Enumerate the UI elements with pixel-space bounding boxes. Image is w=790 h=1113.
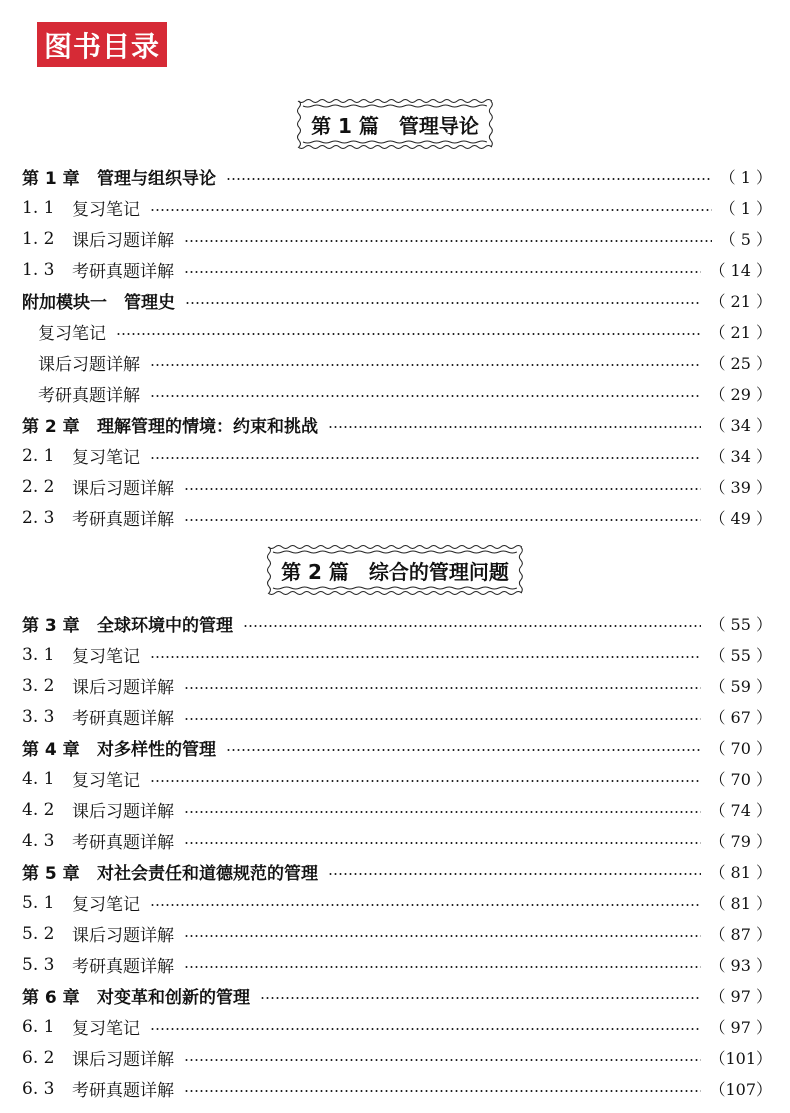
dot-leader [184, 519, 701, 521]
toc-title: 考研真题详解 [38, 386, 140, 406]
toc-title: 考研真题详解 [72, 1081, 174, 1101]
toc-title: 考研真题详解 [72, 957, 174, 977]
toc-title: 课后习题详解 [38, 355, 140, 375]
toc-title: 复习笔记 [72, 1019, 140, 1039]
toc-section-row[interactable] [22, 949, 772, 980]
toc-section-row[interactable] [22, 918, 772, 949]
dot-leader [150, 395, 701, 397]
dot-leader [184, 488, 701, 490]
part-frame [293, 96, 497, 152]
dot-leader [184, 1090, 701, 1092]
part-title: 第 2 篇 综合的管理问题 [281, 559, 509, 584]
toc-section-row[interactable] [22, 192, 772, 223]
toc-number: 1. 1 [22, 197, 55, 218]
toc-page-number: （ 39 ） [709, 478, 772, 497]
toc-page-number: （ 34 ） [709, 447, 772, 466]
toc-number: 5. 3 [22, 954, 55, 975]
toc-page-number: （ 79 ） [709, 832, 772, 851]
toc-chapter-row[interactable] [22, 409, 772, 440]
toc-section-row[interactable] [22, 639, 772, 670]
toc-page-number: （107） [709, 1080, 772, 1099]
toc-title: 课后习题详解 [72, 479, 174, 499]
toc-section-row[interactable] [22, 254, 772, 285]
toc-title: 复习笔记 [72, 895, 140, 915]
dot-leader [260, 997, 701, 999]
toc-title: 对变革和创新的管理 [97, 988, 250, 1008]
toc-number: 第 6 章 [22, 988, 80, 1008]
dot-leader [150, 656, 701, 658]
toc-number: 第 5 章 [22, 864, 80, 884]
toc-title: 全球环境中的管理 [97, 616, 233, 636]
part-frame [263, 542, 527, 598]
toc-page-number: （ 67 ） [709, 708, 772, 727]
toc-chapter-row[interactable] [22, 285, 772, 316]
toc-section-row[interactable] [22, 1011, 772, 1042]
toc-section-row[interactable] [22, 1042, 772, 1073]
toc-title: 课后习题详解 [72, 231, 174, 251]
dot-leader [226, 178, 712, 180]
toc-title: 考研真题详解 [72, 262, 174, 282]
dot-leader [184, 966, 701, 968]
dot-leader [328, 873, 701, 875]
toc-title: 复习笔记 [38, 324, 106, 344]
toc-number: 4. 1 [22, 768, 55, 789]
toc-title: 附加模块一 管理史 [22, 293, 175, 313]
toc-number: 6. 1 [22, 1016, 55, 1037]
dot-leader [184, 687, 701, 689]
dot-leader [184, 811, 701, 813]
toc-section-row[interactable] [22, 378, 772, 409]
dot-leader [226, 749, 701, 751]
toc-chapter-row[interactable] [22, 161, 772, 192]
toc-title: 考研真题详解 [72, 709, 174, 729]
toc-section-row[interactable] [22, 316, 772, 347]
toc-number: 2. 2 [22, 476, 55, 497]
toc-section-row[interactable] [22, 471, 772, 502]
toc-section-row[interactable] [22, 223, 772, 254]
toc-page-number: （ 49 ） [709, 509, 772, 528]
dot-leader [184, 718, 701, 720]
toc-page-number: （ 93 ） [709, 956, 772, 975]
dot-leader [150, 457, 701, 459]
toc-page-number: （101） [709, 1049, 772, 1068]
toc-section-row[interactable] [22, 825, 772, 856]
toc-section-row[interactable] [22, 670, 772, 701]
toc-number: 3. 1 [22, 644, 55, 665]
toc-title: 课后习题详解 [72, 1050, 174, 1070]
toc-chapter-row[interactable] [22, 608, 772, 639]
dot-leader [184, 240, 712, 242]
toc-section-row[interactable] [22, 763, 772, 794]
toc-section-row[interactable] [22, 887, 772, 918]
toc-section-row[interactable] [22, 701, 772, 732]
toc-chapter-row[interactable] [22, 732, 772, 763]
toc-number: 2. 1 [22, 445, 55, 466]
toc-number: 1. 2 [22, 228, 55, 249]
toc-section-row[interactable] [22, 440, 772, 471]
part-title: 第 1 篇 管理导论 [311, 113, 479, 138]
toc-page-number: （ 70 ） [709, 770, 772, 789]
toc-title: 对多样性的管理 [97, 740, 216, 760]
toc-number: 6. 2 [22, 1047, 55, 1068]
toc-page-number: （ 55 ） [709, 615, 772, 634]
toc-number: 第 1 章 [22, 169, 80, 189]
toc-number: 5. 1 [22, 892, 55, 913]
toc-title: 复习笔记 [72, 771, 140, 791]
toc-title: 复习笔记 [72, 200, 140, 220]
toc-page-number: （ 97 ） [709, 987, 772, 1006]
dot-leader [328, 426, 701, 428]
toc-page-number: （ 25 ） [709, 354, 772, 373]
part-heading-1 [0, 96, 790, 152]
dot-leader [150, 904, 701, 906]
toc-section-row[interactable] [22, 347, 772, 378]
toc-page-number: （ 1 ） [719, 199, 772, 218]
toc-section-row[interactable] [22, 794, 772, 825]
toc-section-row[interactable] [22, 502, 772, 533]
dot-leader [243, 625, 701, 627]
toc-number: 3. 3 [22, 706, 55, 727]
toc-page-number: （ 81 ） [709, 894, 772, 913]
toc-number: 4. 3 [22, 830, 55, 851]
toc-number: 4. 2 [22, 799, 55, 820]
toc-page-number: （ 1 ） [719, 168, 772, 187]
toc-page-number: （ 59 ） [709, 677, 772, 696]
toc-page-number: （ 34 ） [709, 416, 772, 435]
dot-leader [150, 209, 712, 211]
toc-title: 考研真题详解 [72, 510, 174, 530]
dot-leader [150, 1028, 701, 1030]
toc-number: 第 3 章 [22, 616, 80, 636]
toc-page-number: （ 14 ） [709, 261, 772, 280]
toc-title: 课后习题详解 [72, 678, 174, 698]
dot-leader [184, 842, 701, 844]
toc-title: 课后习题详解 [72, 926, 174, 946]
dot-leader [116, 333, 701, 335]
toc-title: 考研真题详解 [72, 833, 174, 853]
toc-page-number: （ 97 ） [709, 1018, 772, 1037]
toc-number: 第 2 章 [22, 417, 80, 437]
toc-page-number: （ 21 ） [709, 323, 772, 342]
toc-badge: 图书目录 [37, 22, 167, 67]
toc-number: 1. 3 [22, 259, 55, 280]
toc-chapter-row[interactable] [22, 856, 772, 887]
toc-page-number: （ 29 ） [709, 385, 772, 404]
toc-number: 6. 3 [22, 1078, 55, 1099]
toc-title: 课后习题详解 [72, 802, 174, 822]
toc-page-number: （ 21 ） [709, 292, 772, 311]
dot-leader [184, 271, 701, 273]
toc-title: 复习笔记 [72, 647, 140, 667]
toc-page-number: （ 5 ） [719, 230, 772, 249]
toc-page-number: （ 55 ） [709, 646, 772, 665]
toc-title: 管理与组织导论 [97, 169, 216, 189]
part-heading-2 [0, 542, 790, 598]
toc-title: 复习笔记 [72, 448, 140, 468]
toc-title: 对社会责任和道德规范的管理 [97, 864, 318, 884]
toc-number: 2. 3 [22, 507, 55, 528]
toc-page-number: （ 87 ） [709, 925, 772, 944]
toc-page-number: （ 81 ） [709, 863, 772, 882]
toc-page-number: （ 74 ） [709, 801, 772, 820]
toc-number: 3. 2 [22, 675, 55, 696]
dot-leader [185, 302, 701, 304]
toc-number: 5. 2 [22, 923, 55, 944]
toc-chapter-row[interactable] [22, 980, 772, 1011]
dot-leader [150, 780, 701, 782]
dot-leader [184, 935, 701, 937]
toc-section-row[interactable] [22, 1073, 772, 1104]
dot-leader [150, 364, 701, 366]
dot-leader [184, 1059, 701, 1061]
toc-page-number: （ 70 ） [709, 739, 772, 758]
toc-title: 理解管理的情境：约束和挑战 [97, 417, 318, 437]
toc-number: 第 4 章 [22, 740, 80, 760]
